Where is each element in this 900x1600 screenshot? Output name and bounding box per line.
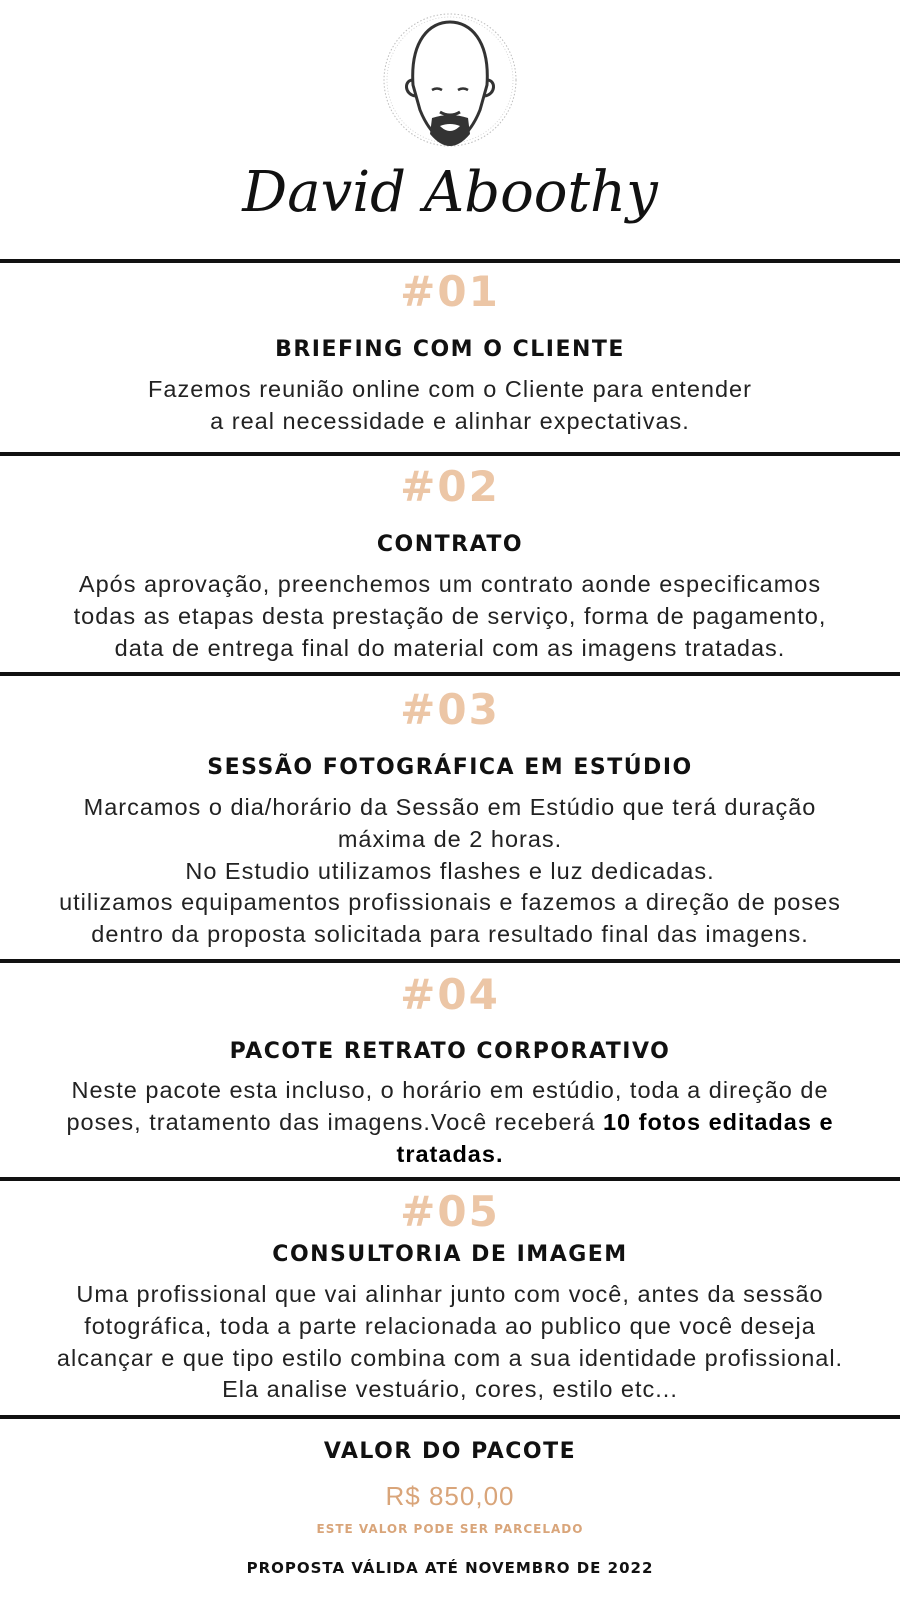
divider — [0, 1177, 900, 1181]
text-line: Após aprovação, preenchemos um contrato aonde especificamos — [78, 571, 822, 597]
step-description — [0, 569, 900, 664]
text-line: Ela analise vestuário, cores, estilo etc... — [222, 1376, 678, 1403]
text-line: máxima de 2 horas. — [337, 825, 563, 852]
step-number: #04 — [400, 970, 500, 1019]
highlight-text: 10 fotos editadas e — [602, 1108, 834, 1135]
signature: David Aboothy — [242, 160, 658, 225]
divider — [0, 452, 900, 456]
step-title: CONSULTORIA DE IMAGEM — [272, 1242, 628, 1267]
step-description — [0, 1279, 900, 1406]
divider — [0, 259, 900, 263]
divider — [0, 1415, 900, 1419]
text-line: Fazemos reunião online com o Cliente para entender — [148, 376, 752, 402]
text-fragment: poses, tratamento das imagens.Você receberá — [66, 1108, 603, 1135]
text-line: todas as etapas desta prestação de serviço, forma de pagamento, — [73, 602, 827, 629]
step-description — [0, 1075, 900, 1170]
divider — [0, 959, 900, 963]
text-line: alcançar e que tipo estilo combina com a sua identidade profissional. — [56, 1344, 844, 1371]
validity-note: PROPOSTA VÁLIDA ATÉ NOVEMBRO DE 2022 — [246, 1559, 654, 1577]
step-title: BRIEFING COM O CLIENTE — [275, 337, 625, 362]
text-line: a real necessidade e alinhar expectativas. — [210, 407, 690, 434]
step-number: #03 — [400, 685, 500, 734]
text-line: fotográfica, toda a parte relacionada ao publico que você deseja — [84, 1312, 816, 1339]
price-value: R$ 850,00 — [385, 1481, 515, 1511]
price-title: VALOR DO PACOTE — [323, 1439, 577, 1464]
step-title: SESSÃO FOTOGRÁFICA EM ESTÚDIO — [207, 755, 693, 780]
text-line — [0, 1107, 900, 1139]
text-line: Neste pacote esta incluso, o horário em estúdio, toda a direção de — [71, 1077, 829, 1103]
step-title: PACOTE RETRATO CORPORATIVO — [229, 1039, 671, 1064]
text-line: No Estudio utilizamos flashes e luz dedicadas. — [185, 857, 715, 884]
step-title: CONTRATO — [376, 532, 524, 557]
text-line: dentro da proposta solicitada para resultado final das imagens. — [91, 921, 809, 948]
step-description — [0, 374, 900, 438]
avatar-logo — [380, 10, 520, 150]
installment-note: ESTE VALOR PODE SER PARCELADO — [316, 1522, 584, 1536]
text-line: Uma profissional que vai alinhar junto com você, antes da sessão — [76, 1281, 824, 1307]
text-line: data de entrega final do material com as imagens tratadas. — [114, 634, 786, 661]
highlight-text: tratadas. — [396, 1140, 504, 1167]
step-number: #01 — [400, 267, 500, 316]
divider — [0, 672, 900, 676]
text-line: Marcamos o dia/horário da Sessão em Estúdio que terá duração — [83, 794, 817, 820]
step-description — [0, 792, 900, 951]
text-line: utilizamos equipamentos profissionais e fazemos a direção de poses — [59, 889, 841, 916]
step-number: #02 — [400, 462, 500, 511]
step-number: #05 — [400, 1187, 500, 1236]
